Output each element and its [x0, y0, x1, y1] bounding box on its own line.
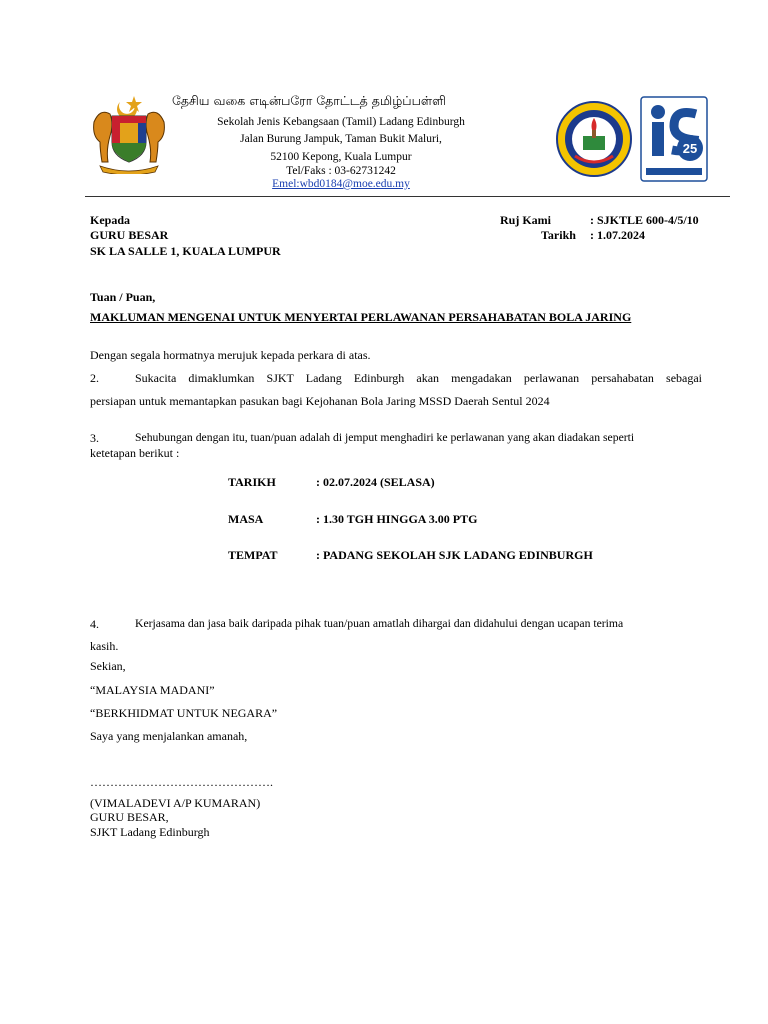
detail-label-venue: TEMPAT — [228, 548, 278, 562]
logo-25-text: 25 — [682, 141, 698, 156]
letterhead-divider — [85, 196, 730, 197]
malaysia-coat-of-arms-icon — [90, 92, 168, 174]
address-line-1: Jalan Burung Jampuk, Taman Bukit Maluri, — [240, 133, 442, 145]
anniversary-25-logo-icon — [640, 96, 708, 182]
paragraph-3-number: 3. — [90, 431, 99, 445]
motto-malaysia-madani: “MALAYSIA MADANI” — [90, 683, 215, 697]
salutation: Tuan / Puan, — [90, 290, 156, 304]
recipient-school: SK LA SALLE 1, KUALA LUMPUR — [90, 244, 281, 258]
motto-berkhidmat: “BERKHIDMAT UNTUK NEGARA” — [90, 706, 278, 720]
phone-fax: Tel/Faks : 03-62731242 — [286, 165, 396, 177]
detail-label-time: MASA — [228, 512, 264, 526]
detail-value-venue: : PADANG SEKOLAH SJK LADANG EDINBURGH — [316, 548, 593, 562]
detail-value-time: : 1.30 TGH HINGGA 3.00 PTG — [316, 512, 478, 526]
address-line-2: 52100 Kepong, Kuala Lumpur — [270, 151, 412, 163]
recipient-title: GURU BESAR — [90, 228, 169, 242]
school-name: Sekolah Jenis Kebangsaan (Tamil) Ladang Edinburgh — [217, 116, 465, 128]
paragraph-4-line-1: Kerjasama dan jasa baik daripada pihak tuan/puan amatlah dihargai dan didahului dengan ucapan terima — [135, 617, 624, 630]
date-value: : 1.07.2024 — [590, 228, 645, 242]
detail-label-date: TARIKH — [228, 475, 276, 489]
paragraph-2-line-2: persiapan untuk memantapkan pasukan bagi Kejohanan Bola Jaring MSSD Daerah Sentul 2024 — [90, 394, 550, 408]
paragraph-3-line-1: Sehubungan dengan itu, tuan/puan adalah di jemput menghadiri ke perlawanan yang akan diadakan seperti — [135, 431, 635, 444]
reference-label: Ruj Kami — [500, 213, 551, 227]
signer-school: SJKT Ladang Edinburgh — [90, 825, 210, 839]
signer-title: GURU BESAR, — [90, 810, 169, 824]
signer-name: (VIMALADEVI A/P KUMARAN) — [90, 796, 261, 810]
paragraph-2-line-1: Sukacita dimaklumkan SJKT Ladang Edinburgh akan mengadakan perlawanan persahabatan sebagai — [135, 371, 702, 385]
subject-line: MAKLUMAN MENGENAI UNTUK MENYERTAI PERLAWANAN PERSAHABATAN BOLA JARING — [90, 310, 632, 324]
paragraph-2-number: 2. — [90, 371, 99, 385]
intro-paragraph: Dengan segala hormatnya merujuk kepada perkara di atas. — [90, 348, 371, 362]
closing-sekian: Sekian, — [90, 659, 126, 673]
paragraph-3-line-2: ketetapan berikut : — [90, 446, 180, 460]
signature-dots: ………………………………………. — [90, 775, 273, 789]
school-logo-icon — [555, 100, 633, 178]
recipient-to-label: Kepada — [90, 213, 131, 227]
detail-value-date: : 02.07.2024 (SELASA) — [316, 475, 435, 489]
paragraph-4-line-2: kasih. — [90, 639, 119, 653]
date-label: Tarikh — [541, 228, 576, 242]
paragraph-4-number: 4. — [90, 617, 99, 631]
email-link[interactable]: Emel:wbd0184@moe.edu.my — [272, 178, 410, 190]
school-name-tamil: தேசிய வகை எடின்பரோ தோட்டத் தமிழ்ப்பள்ளி — [172, 93, 446, 108]
reference-value: : SJKTLE 600-4/5/10 — [590, 213, 699, 227]
closing-trust-line: Saya yang menjalankan amanah, — [90, 729, 248, 743]
